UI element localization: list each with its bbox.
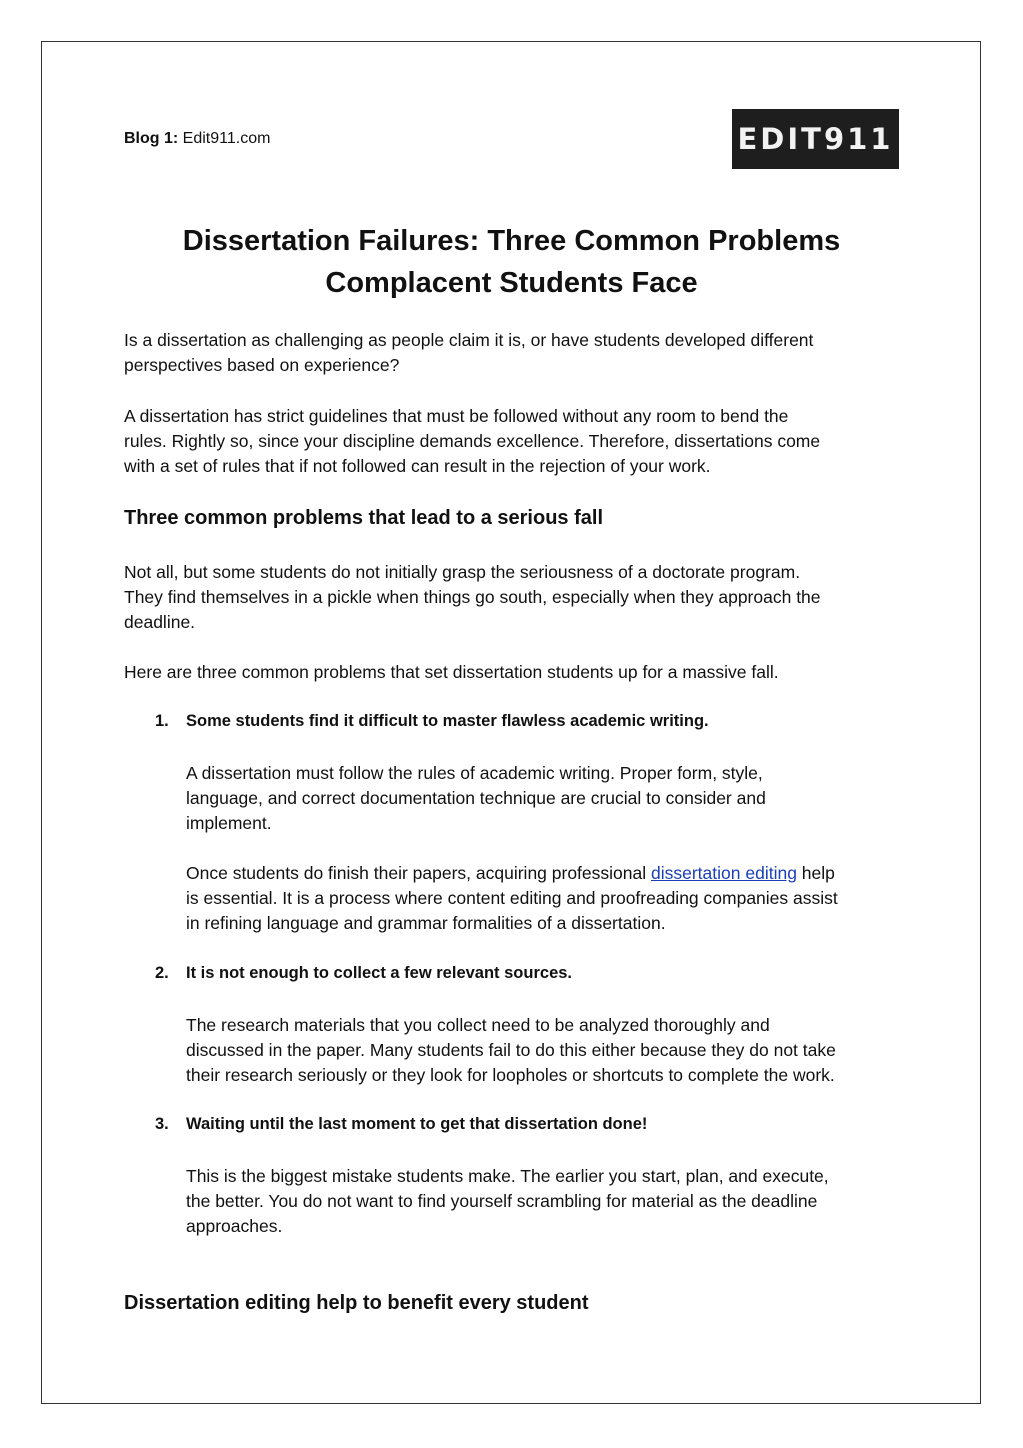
- text-line: approaches.: [186, 1216, 283, 1236]
- list-item-number: 1.: [155, 712, 169, 730]
- section1-paragraph-2: Here are three common problems that set dissertation students up for a massive fall.: [124, 662, 779, 682]
- list-item-paragraph: [186, 1164, 916, 1239]
- edit911-logo: EDIT911: [732, 109, 899, 169]
- section-heading-problems: Three common problems that lead to a serious fall: [124, 507, 603, 529]
- list-item-paragraph: [186, 861, 916, 936]
- text-line: This is the biggest mistake students make. The earlier you start, plan, and execute,: [186, 1166, 829, 1186]
- list-item-paragraph: [186, 761, 916, 836]
- blog-label: [124, 130, 270, 148]
- text-line: language, and correct documentation technique are crucial to consider and: [186, 788, 766, 808]
- text-line: deadline.: [124, 612, 196, 632]
- text-line: A dissertation has strict guidelines that must be followed without any room to bend the: [124, 406, 789, 426]
- text-line: [186, 861, 916, 886]
- text-line: with a set of rules that if not followed can result in the rejection of your work.: [124, 456, 711, 476]
- text-line: Not all, but some students do not initially grasp the seriousness of a doctorate program.: [124, 562, 801, 582]
- list-item-heading: Waiting until the last moment to get that dissertation done!: [186, 1115, 648, 1133]
- text-line: is essential. It is a process where content editing and proofreading companies assist: [186, 888, 838, 908]
- list-item-paragraph: [186, 1013, 916, 1088]
- text-line: A dissertation must follow the rules of academic writing. Proper form, style,: [186, 763, 763, 783]
- section-heading-editing-help: Dissertation editing help to benefit every student: [124, 1292, 589, 1314]
- page-title: [124, 220, 899, 304]
- section1-paragraph-1: [124, 560, 914, 635]
- text-line: the better. You do not want to find yourself scrambling for material as the deadline: [186, 1191, 818, 1211]
- dissertation-editing-link[interactable]: dissertation editing: [651, 863, 797, 883]
- list-item-heading: It is not enough to collect a few relevant sources.: [186, 964, 573, 982]
- text-line: their research seriously or they look for loopholes or shortcuts to complete the work.: [186, 1065, 835, 1085]
- title-line-1: Dissertation Failures: Three Common Problems: [182, 225, 841, 257]
- blog-label-prefix: Blog 1:: [124, 130, 179, 147]
- text-line: The research materials that you collect need to be analyzed thoroughly and: [186, 1015, 770, 1035]
- text-line: in refining language and grammar formalities of a dissertation.: [186, 913, 666, 933]
- text-line: perspectives based on experience?: [124, 355, 400, 375]
- intro-paragraph-1: [124, 328, 914, 378]
- text-segment: Once students do finish their papers, acquiring professional: [186, 863, 651, 883]
- intro-paragraph-2: [124, 404, 914, 479]
- list-item-heading: Some students find it difficult to master flawless academic writing.: [186, 712, 709, 730]
- text-line: They find themselves in a pickle when things go south, especially when they approach the: [124, 587, 821, 607]
- title-line-2: Complacent Students Face: [325, 267, 698, 299]
- blog-site: Edit911.com: [182, 130, 271, 147]
- text-segment: help: [796, 863, 835, 883]
- text-line: rules. Rightly so, since your discipline demands excellence. Therefore, dissertations come: [124, 431, 821, 451]
- text-line: Is a dissertation as challenging as people claim it is, or have students developed different: [124, 330, 814, 350]
- text-line: implement.: [186, 813, 272, 833]
- list-item-number: 3.: [155, 1115, 169, 1133]
- text-line: discussed in the paper. Many students fail to do this either because they do not take: [186, 1040, 836, 1060]
- list-item-number: 2.: [155, 964, 169, 982]
